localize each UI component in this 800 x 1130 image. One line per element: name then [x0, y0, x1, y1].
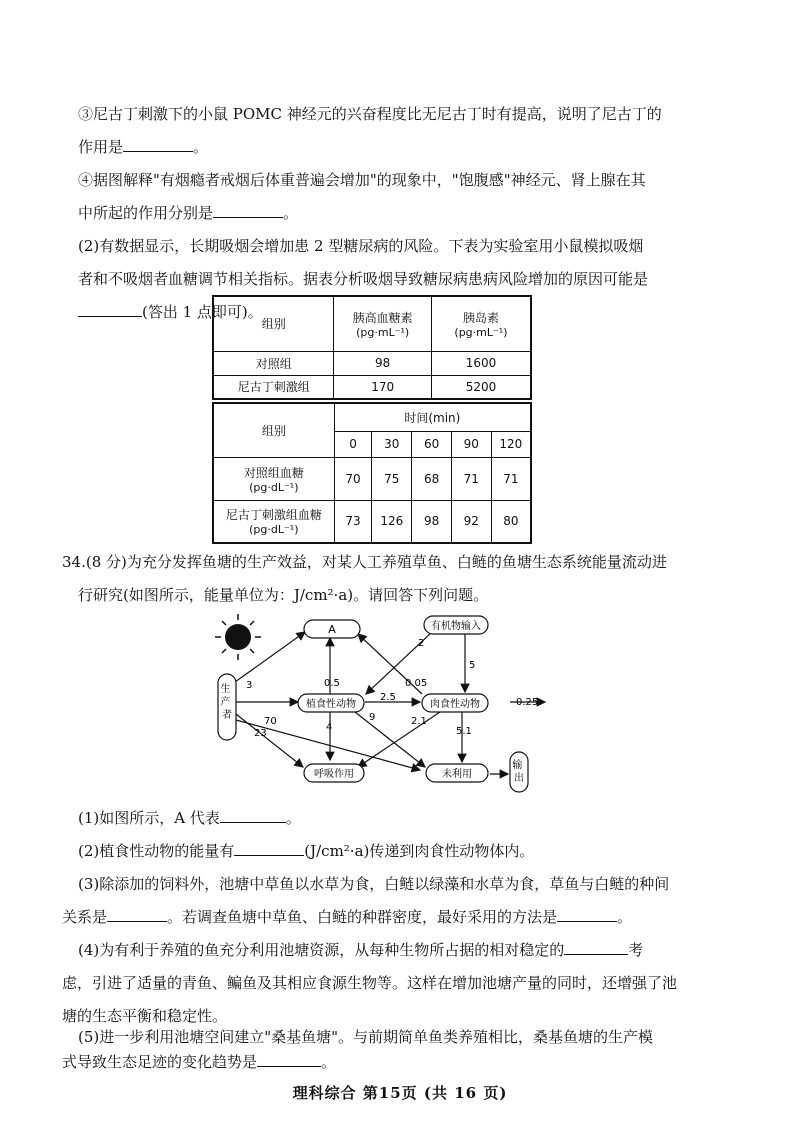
table-cell: 71 — [491, 457, 531, 500]
time-header: 60 — [412, 431, 452, 457]
q34-sub4-prompt: (4)为有利于养殖的鱼充分利用池塘资源，从每种生物所占据的相对稳定的 — [78, 941, 565, 959]
value-herbivore-unused: 9 — [369, 712, 376, 723]
q34-sub3-line1: (3)除添加的饲料外，池塘中草鱼以水草为食，白鲢以绿藻和水草为食，草鱼与白鲢的种间 — [78, 875, 670, 893]
q33-part3-line2 — [78, 131, 726, 164]
table-cell: 92 — [451, 500, 491, 543]
node-carnivore: 肉食性动物 — [430, 699, 480, 710]
answer-blank[interactable] — [234, 839, 304, 856]
value-herbivore-carnivore: 2.5 — [380, 692, 396, 703]
q34-sub2 — [78, 835, 726, 868]
value-carnivore-a: 0.05 — [405, 678, 428, 689]
q34-intro-line1: 34.(8 分)为充分发挥鱼塘的生产效益，对某人工养殖草鱼、白鲢的鱼塘生态系统能量流动进 — [62, 553, 667, 571]
answer-blank[interactable] — [213, 201, 283, 218]
insulin-unit: (pg·mL⁻¹) — [454, 325, 508, 339]
time-header: 0 — [334, 431, 372, 457]
table2-header-time: 时间(min) — [334, 403, 531, 431]
q33-part3-prompt: 作用是 — [78, 138, 124, 156]
node-unused: 未利用 — [442, 769, 472, 780]
time-header: 120 — [491, 431, 531, 457]
answer-blank[interactable] — [78, 300, 142, 317]
row-unit: (pg·dL⁻¹) — [249, 523, 299, 537]
table-row — [213, 351, 531, 375]
table1-header-group: 组别 — [213, 296, 334, 351]
table-cell: 170 — [334, 375, 432, 399]
node-respiration: 呼吸作用 — [314, 769, 354, 780]
q33-part4-prompt: 中所起的作用分别是 — [78, 204, 214, 222]
q33-part4-line1: ④据图解释"有烟瘾者戒烟后体重普遍会增加"的现象中，"饱腹感"神经元、肾上腺在其 — [78, 171, 646, 189]
table-cell: 98 — [334, 351, 432, 375]
table-cell: 98 — [412, 500, 452, 543]
output-char-2: 出 — [514, 773, 524, 784]
q34-sub2-suffix: (J/cm²·a)传递到肉食性动物体内。 — [304, 842, 535, 860]
table-row — [213, 457, 531, 500]
table-row — [213, 500, 531, 543]
q34-sub1-prompt: (1)如图所示，A 代表 — [78, 809, 220, 827]
value-carnivore-output: 0.25 — [516, 697, 539, 708]
producer-char-3: 者 — [222, 710, 232, 721]
value-organic-herbivore: 2 — [418, 638, 425, 649]
answer-blank[interactable] — [107, 905, 167, 922]
glucagon-label: 胰高血糖素 — [352, 310, 413, 325]
value-producer-unused: 23 — [254, 728, 267, 739]
row-unit: (pg·dL⁻¹) — [249, 480, 299, 494]
q34-sub3-line2 — [62, 901, 710, 934]
value-organic-carnivore: 5 — [469, 660, 476, 671]
punct: 。 — [283, 204, 299, 222]
punct: 。 — [285, 809, 301, 827]
table-cell: 80 — [491, 500, 531, 543]
value-carnivore-respiration: 2.1 — [411, 716, 427, 727]
table-cell: 70 — [334, 457, 372, 500]
q33-sub2-line1: (2)有数据显示，长期吸烟会增加患 2 型糖尿病的风险。下表为实验室用小鼠模拟吸烟 — [78, 237, 644, 255]
node-a: A — [328, 623, 336, 636]
q34-sub4-line2: 虑，引进了适量的青鱼、鳊鱼及其相应食源生物等。这样在增加池塘产量的同时，还增强了池 — [62, 974, 678, 992]
energy-flow-diagram — [200, 612, 560, 802]
table-row — [213, 375, 531, 399]
q33-part3-line1: ③尼古丁刺激下的小鼠 POMC 神经元的兴奋程度比无尼古丁时有提高，说明了尼古丁的 — [78, 105, 662, 123]
insulin-label: 胰岛素 — [462, 310, 499, 325]
q33-part4-line2 — [78, 197, 726, 230]
hormone-table — [212, 295, 532, 400]
answer-blank[interactable] — [257, 1050, 321, 1067]
answer-blank[interactable] — [557, 905, 617, 922]
producer-char-1: 生 — [220, 684, 231, 695]
answer-blank[interactable] — [564, 938, 628, 955]
table-cell: 1600 — [431, 351, 531, 375]
q34-sub3-mid: 。若调查鱼塘中草鱼、白鲢的种群密度，最好采用的方法是 — [167, 908, 558, 926]
punct: 。 — [193, 138, 209, 156]
time-header: 90 — [451, 431, 491, 457]
value-herbivore-a: 0.5 — [324, 678, 340, 689]
table-cell: 71 — [451, 457, 491, 500]
value-herbivore-respiration: 4 — [326, 722, 333, 733]
punct: 。 — [617, 908, 633, 926]
answer-blank[interactable] — [220, 806, 286, 823]
q34-sub5-line2 — [62, 1046, 710, 1079]
table-cell — [213, 500, 334, 543]
value-sun-producer: 3 — [246, 680, 253, 691]
table-cell: 尼古丁刺激组 — [213, 375, 334, 399]
row-label: 尼古丁刺激组血糖 — [225, 508, 322, 523]
q34-intro-line2: 行研究(如图所示，能量单位为：J/cm²·a)。请回答下列问题。 — [78, 586, 489, 604]
table-cell: 5200 — [431, 375, 531, 399]
time-header: 30 — [372, 431, 412, 457]
page-footer: 理科综合 第15页 (共 16 页) — [292, 1084, 508, 1102]
glucagon-unit: (pg·mL⁻¹) — [356, 325, 410, 339]
q34-sub4-line3: 塘的生态平衡和稳定性。 — [62, 1007, 228, 1025]
sun-icon — [215, 614, 261, 660]
q34-sub1 — [78, 802, 726, 835]
table-cell: 对照组 — [213, 351, 334, 375]
blood-glucose-table — [212, 402, 532, 544]
row-label: 对照组血糖 — [243, 465, 304, 480]
q33-sub2-hint: (答出 1 点即可)。 — [142, 303, 263, 321]
q34-sub5-line1: (5)进一步利用池塘空间建立"桑基鱼塘"。与前期简单鱼类养殖相比，桑基鱼塘的生产模 — [78, 1028, 654, 1046]
q34-sub5-prompt: 式导致生态足迹的变化趋势是 — [62, 1053, 258, 1071]
table1-header-insulin — [431, 296, 531, 351]
table2-header-group: 组别 — [213, 403, 334, 457]
output-char-1: 输 — [512, 760, 523, 771]
q34-sub2-prompt: (2)植食性动物的能量有 — [78, 842, 235, 860]
producer-char-2: 产 — [220, 697, 231, 708]
q34-sub3-prompt: 关系是 — [62, 908, 108, 926]
table-cell: 68 — [412, 457, 452, 500]
punct: 。 — [321, 1053, 337, 1071]
table-cell — [213, 457, 334, 500]
table-cell: 126 — [372, 500, 412, 543]
value-carnivore-unused: 5.1 — [456, 726, 472, 737]
node-producer — [220, 682, 233, 721]
node-organic-input: 有机物输入 — [431, 621, 481, 632]
q34-sub4-line1 — [78, 934, 726, 967]
table-cell: 75 — [372, 457, 412, 500]
q34-sub4-suffix: 考 — [628, 941, 644, 959]
value-producer-respiration: 70 — [264, 716, 277, 727]
table1-header-glucagon — [334, 296, 432, 351]
q33-sub2-line2: 者和不吸烟者血糖调节相关指标。据表分析吸烟导致糖尿病患病风险增加的原因可能是 — [78, 270, 649, 288]
answer-blank[interactable] — [123, 135, 193, 152]
table-cell: 73 — [334, 500, 372, 543]
node-herbivore: 植食性动物 — [306, 699, 356, 710]
